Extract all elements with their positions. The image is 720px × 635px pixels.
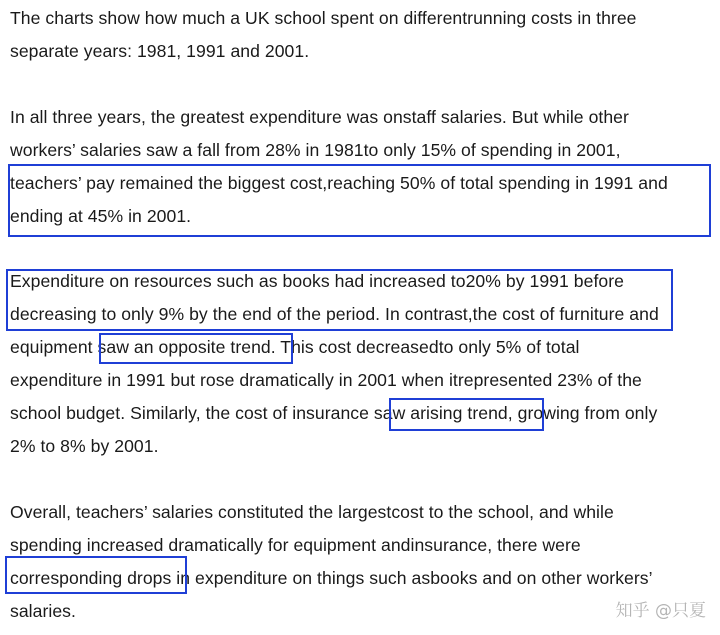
text-line: equipment saw an opposite trend. This cost decreasedto only 5% of total bbox=[10, 337, 580, 357]
text-line: 2% to 8% by 2001. bbox=[10, 436, 159, 456]
text-line: separate years: 1981, 1991 and 2001. bbox=[10, 41, 310, 61]
text-line: decreasing to only 9% by the end of the period. In contrast,the cost of furniture and bbox=[10, 304, 659, 324]
text-line: salaries. bbox=[10, 601, 76, 621]
text-line: In all three years, the greatest expenditure was onstaff salaries. But while other bbox=[10, 107, 629, 127]
text-line: The charts show how much a UK school spent on differentrunning costs in three bbox=[10, 8, 637, 28]
zhihu-watermark: 知乎 @只夏 bbox=[615, 601, 706, 621]
text-line: school budget. Similarly, the cost of insurance saw arising trend, growing from only bbox=[10, 403, 658, 423]
text-line: teachers’ pay remained the biggest cost,reaching 50% of total spending in 1991 and bbox=[10, 173, 668, 193]
text-line: ending at 45% in 2001. bbox=[10, 206, 192, 226]
text-line: expenditure in 1991 but rose dramatically in 2001 when itrepresented 23% of the bbox=[10, 370, 642, 390]
text-line: spending increased dramatically for equipment andinsurance, there were bbox=[10, 535, 581, 555]
text-line: workers’ salaries saw a fall from 28% in 1981to only 15% of spending in 2001, bbox=[10, 140, 621, 160]
text-line: Expenditure on resources such as books had increased to20% by 1991 before bbox=[10, 271, 624, 291]
text-line: Overall, teachers’ salaries constituted the largestcost to the school, and while bbox=[10, 502, 614, 522]
text-line: corresponding drops in expenditure on things such asbooks and on other workers’ bbox=[10, 568, 653, 588]
